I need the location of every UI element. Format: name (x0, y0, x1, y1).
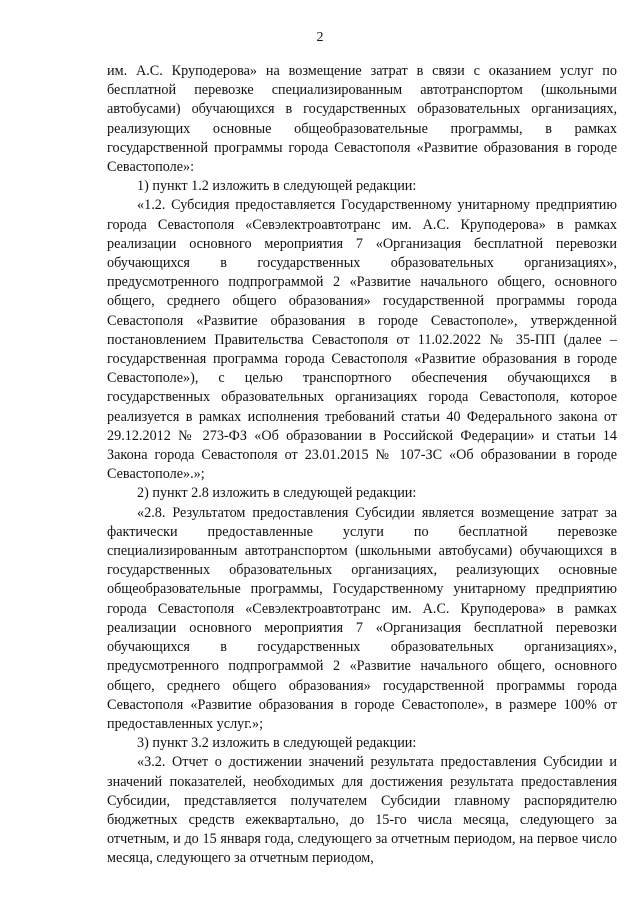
page-number: 2 (316, 30, 324, 45)
document-body (107, 62, 617, 869)
paragraph-item-1: 1) пункт 1.2 изложить в следующей редакции: (137, 178, 417, 195)
paragraph-item-3: 3) пункт 3.2 изложить в следующей редакции: (137, 735, 417, 752)
paragraph-clause-1-2: «1.2. Субсидия предоставляется Государственному унитарному предприятию города Севастополя «Севэлектроавтотранс им. А.С. Круподерова» в рамках реализации основного мероприятия 7 «Организация бесплатной перевозки обучающихся в государственных образовательных организациях», предусмотренного подпрограммой 2 «Развитие начального общего, основного общего, среднего общего образования» государственной программы города Севастополя «Развитие образования в городе Севастополе», утвержденной постановлением Правительства Севастополя от 11.02.2022 № 35-ПП (далее – государственная программа города Севастополя «Развитие образования в городе Севастополе»), с целью транспортного обеспечения обучающихся в государственных образовательных организациях города Севастополя, которое реализуется в рамках исполнения требований статьи 40 Федерального закона от 29.12.2012 № 273-ФЗ «Об образовании в Российской Федерации» и статьи 14 Закона города Севастополя от 23.01.2015 № 107-ЗС «Об образовании в городе Севастополе».»; (107, 197, 617, 483)
paragraph-clause-2-8: «2.8. Результатом предоставления Субсидии является возмещение затрат за фактически предоставленные услуги по бесплатной перевозке специализированным автотранспортом (школьными автобусами) обучающихся в государственных образовательных организациях, реализующих основные общеобразовательные программы, Государственному унитарному предприятию города Севастополя «Севэлектроавтотранс им. А.С. Круподерова» в рамках реализации основного мероприятия 7 «Организация бесплатной перевозки обучающихся в государственных образовательных организациях», предусмотренного подпрограммой 2 «Развитие начального общего, основного общего, среднего общего образования» государственной программы города Севастополя «Развитие образования в городе Севастополе», в размере 100% от предоставленных услуг.»; (107, 504, 617, 732)
paragraph-intro-continuation: им. А.С. Круподерова» на возмещение затрат в связи с оказанием услуг по бесплатной перевозке специализированным автотранспортом (школьными автобусами) обучающихся в государственных образовательных организациях, реализующих основные общеобразовательные программы, в рамках государственной программы города Севастополя «Развитие образования в городе Севастополе»: (107, 63, 617, 176)
paragraph-clause-3-2: «3.2. Отчет о достижении значений результата предоставления Субсидии и значений показателей, необходимых для достижения результата предоставления Субсидии, представляется получателем Субсидии главному распорядителю бюджетных средств ежеквартально, до 15-го числа месяца, следующего за отчетным, и до 15 января года, следующего за отчетным периодом, на первое число месяца, следующего за отчетным периодом, (107, 754, 617, 867)
paragraph-item-2: 2) пункт 2.8 изложить в следующей редакции: (137, 485, 417, 502)
